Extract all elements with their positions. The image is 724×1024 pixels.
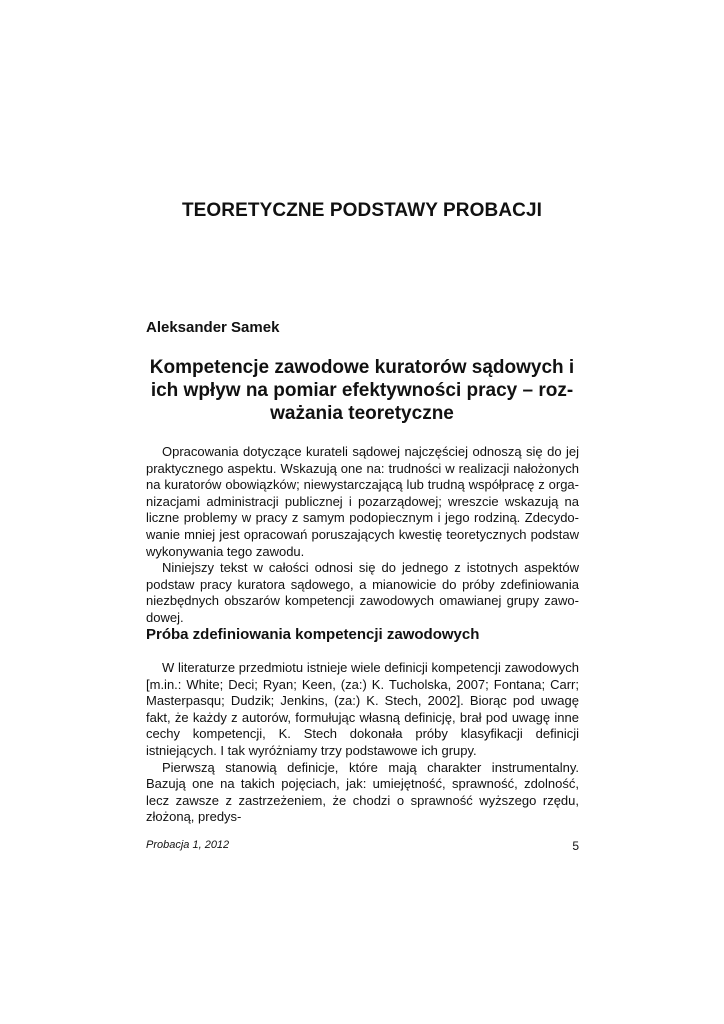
author-name: Aleksander Samek bbox=[146, 319, 280, 336]
paragraph: Opracowania dotyczące kurateli sądowej najczęściej odnoszą się do jej praktycznego aspektu. Wskazują one na: trudności w realizacji nałożonych na kuratorów obowiązków; niewystarczającą lub trudną współpracę z organizacjami administracji publicznej i pozarządowej; wreszcie wskazują na liczne problemy w pracy z samym podopiecznym i jego rodziną. Zdecydowanie mniej jest opracowań poruszających kwestię teoretycznych podstaw wykonywania tego zawodu. bbox=[146, 444, 579, 559]
paragraph: W literaturze przedmiotu istnieje wiele definicji kompetencji zawodowych [m.in.: White; Deci; Ryan; Keen, (za:) K. Tucholska, 2007; Fontana; Carr; Masterpasqu; Dudzik; Jenkins, (za:) K. Stech, 2002]. Biorąc pod uwagę fakt, że każdy z autorów, formułując własną definicję, brał pod uwagę inne cechy kompetencji, K. Stech dokonała próby klasyfikacji definicji istniejących. I tak wyróżniamy trzy podstawowe ich grupy. bbox=[146, 660, 579, 758]
section-text bbox=[146, 660, 579, 826]
page-number: 5 bbox=[572, 839, 579, 853]
section-title: TEORETYCZNE PODSTAWY PROBACJI bbox=[181, 200, 543, 221]
footer-journal: Probacja 1, 2012 bbox=[146, 839, 230, 851]
intro-text bbox=[146, 444, 579, 627]
subheading: Próba zdefiniowania kompetencji zawodowych bbox=[146, 626, 480, 643]
paragraph: Pierwszą stanowią definicje, które mają charakter instrumentalny. Bazują one na takich pojęciach, jak: umiejętność, sprawność, zdolność, lecz zawsze z zastrzeżeniem, że chodzi o sprawność wyższego rzędu, złożoną, predys- bbox=[146, 759, 579, 825]
paragraph: Niniejszy tekst w całości odnosi się do jednego z istotnych aspektów podstaw pracy kuratora sądowego, a mianowicie do próby zdefiniowania niezbędnych obszarów kompetencji zawodowych omawianej grupy zawodowej. bbox=[146, 560, 579, 625]
article-title: Kompetencje zawodowe kuratorów sądowych i ich wpływ na pomiar efektywności pracy – rozważania teoretyczne bbox=[149, 357, 575, 424]
